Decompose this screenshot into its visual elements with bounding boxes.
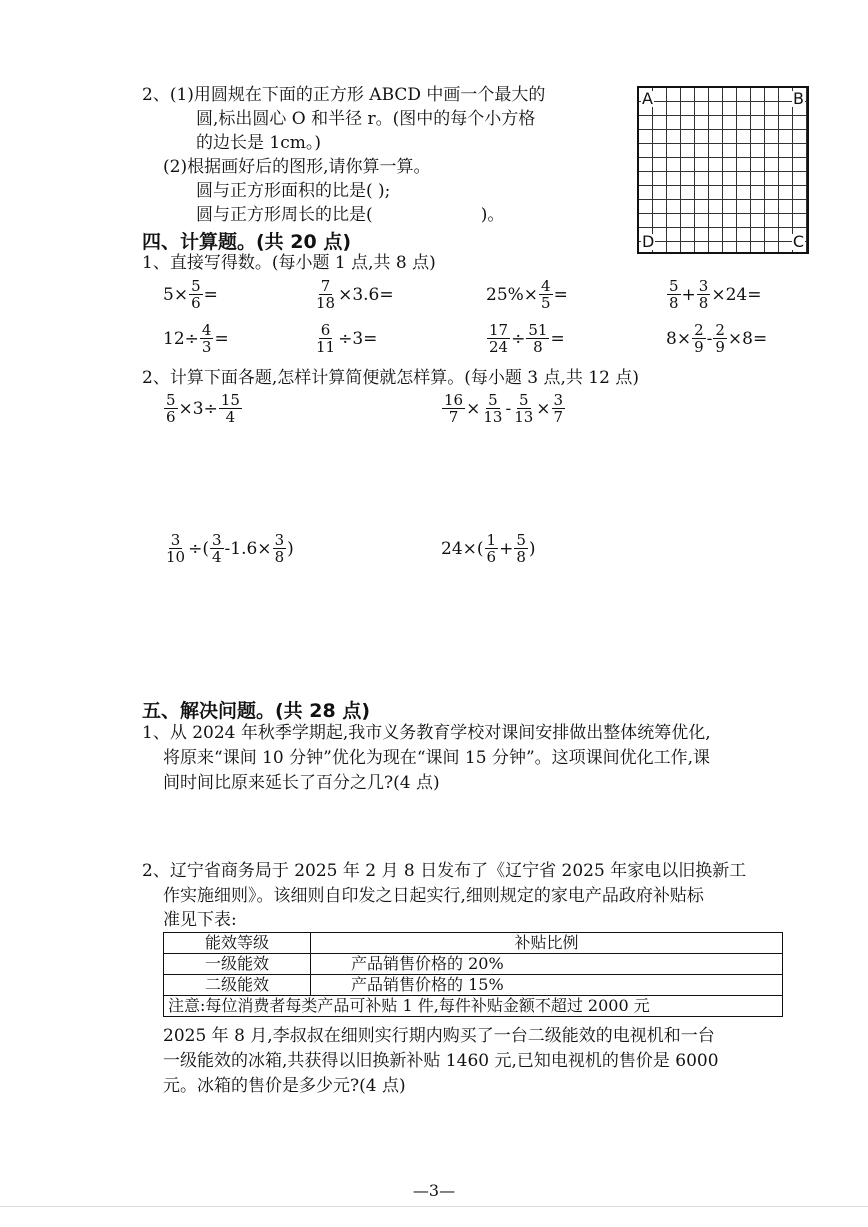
- fraction: $\frac{5}{13}$: [514, 391, 534, 426]
- calc-item-3: 25%× $\frac{4}{5}$ =: [486, 277, 568, 312]
- subsidy-table: [163, 932, 783, 1017]
- fraction: $\frac{6}{11}$: [316, 321, 336, 356]
- fraction: $\frac{5}{8}$: [669, 277, 679, 312]
- fraction: $\frac{3}{8}$: [274, 531, 285, 566]
- s5-q1-line-2: 将原来“课间 10 分钟”优化为现在“课间 15 分钟”。这项课间优化工作,课: [163, 748, 711, 768]
- square-grid-figure: [637, 86, 809, 254]
- calc-item-2: $\frac{7}{18}$ ×3.6=: [316, 277, 394, 312]
- problem-2: $\frac{16}{7}$ × $\frac{5}{13}$ - $\frac{5}{13}$ × $\frac{3}{7}$: [444, 391, 564, 426]
- section4-heading: 四、计算题。(共 20 点): [142, 231, 352, 253]
- fraction: $\frac{3}{4}$: [211, 531, 222, 566]
- section4-q1-title: 1、直接写得数。(每小题 1 点,共 8 点): [142, 253, 436, 273]
- page-number: —3—: [412, 1181, 456, 1200]
- fraction: $\frac{4}{3}$: [201, 321, 212, 356]
- corner-label-b: B: [793, 89, 804, 108]
- corner-label-d: D: [642, 232, 655, 251]
- q2-line-3: 的边长是 1cm。): [196, 133, 321, 153]
- problem-3: $\frac{3}{10}$ ÷( $\frac{3}{4}$ -1.6× $\frac{3}{8}$ ): [166, 531, 294, 566]
- fraction: $\frac{5}{8}$: [516, 531, 526, 566]
- fraction: $\frac{4}{5}$: [541, 277, 551, 312]
- corner-label-c: C: [792, 232, 804, 251]
- problem-4: 24×( $\frac{1}{6}$ + $\frac{5}{8}$ ): [441, 531, 536, 566]
- q2-line-4: (2)根据画好后的图形,请你算一算。: [163, 157, 431, 177]
- s5-q2-line-6: 元。冰箱的售价是多少元?(4 点): [163, 1076, 406, 1096]
- fraction: $\frac{5}{6}$: [166, 391, 176, 426]
- table-row: [164, 954, 783, 975]
- calc-item-4: $\frac{5}{8}$ + $\frac{3}{8}$ ×24=: [669, 277, 762, 312]
- fraction: $\frac{2}{9}$: [715, 321, 725, 356]
- problem-1: $\frac{5}{6}$ ×3÷ $\frac{15}{4}$: [166, 391, 240, 426]
- s5-q1-line-1: 1、从 2024 年秋季学期起,我市义务教育学校对课间安排做出整体统筹优化,: [142, 723, 711, 743]
- table-header-cell: 补贴比例: [311, 933, 783, 954]
- footer-divider: [0, 1206, 868, 1207]
- calc-item-7: $\frac{17}{24}$ ÷ $\frac{51}{8}$ =: [489, 321, 565, 356]
- table-note-row: [164, 996, 783, 1017]
- q2-line-1: 2、(1)用圆规在下面的正方形 ABCD 中画一个最大的: [142, 85, 546, 105]
- fraction: $\frac{7}{18}$: [316, 277, 336, 312]
- table-cell: 产品销售价格的 20%: [311, 954, 783, 975]
- table-cell: 产品销售价格的 15%: [311, 975, 783, 996]
- fraction: $\frac{3}{10}$: [166, 531, 186, 566]
- s5-q1-line-3: 间时间比原来延长了百分之几?(4 点): [163, 773, 440, 793]
- q2-line-5: 圆与正方形面积的比是( );: [196, 181, 391, 201]
- calc-item-1: 5× $\frac{5}{6}$ =: [163, 277, 218, 312]
- s5-q2-line-2: 作实施细则》。该细则自印发之日起实行,细则规定的家电产品政府补贴标: [163, 886, 704, 906]
- table-note: 注意:每位消费者每类产品可补贴 1 件,每件补贴金额不超过 2000 元: [164, 996, 783, 1017]
- s5-q2-line-1: 2、辽宁省商务局于 2025 年 2 月 8 日发布了《辽宁省 2025 年家电以旧换新工: [142, 861, 747, 881]
- fraction: $\frac{1}{6}$: [486, 531, 497, 566]
- s5-q2-line-5: 一级能效的冰箱,共获得以旧换新补贴 1460 元,已知电视机的售价是 6000: [163, 1051, 719, 1071]
- q2-line-6: 圆与正方形周长的比是( )。: [196, 205, 505, 225]
- fraction: $\frac{51}{8}$: [528, 321, 548, 356]
- fraction: $\frac{17}{24}$: [489, 321, 509, 356]
- fraction: $\frac{5}{13}$: [483, 391, 503, 426]
- table-cell: 二级能效: [164, 975, 311, 996]
- s5-q2-line-4: 2025 年 8 月,李叔叔在细则实行期内购买了一台二级能效的电视机和一台: [163, 1026, 715, 1046]
- calc-item-8: 8× $\frac{2}{9}$ - $\frac{2}{9}$ ×8=: [666, 321, 768, 356]
- fraction: $\frac{15}{4}$: [220, 391, 240, 426]
- section5-heading: 五、解决问题。(共 28 点): [142, 700, 371, 722]
- fraction: $\frac{2}{9}$: [694, 321, 704, 356]
- table-header-cell: 能效等级: [164, 933, 311, 954]
- section4-q2-title: 2、计算下面各题,怎样计算简便就怎样算。(每小题 3 点,共 12 点): [142, 368, 639, 388]
- s5-q2-line-3: 准见下表:: [163, 910, 237, 930]
- fraction: $\frac{16}{7}$: [444, 391, 464, 426]
- table-header-row: [164, 933, 783, 954]
- table-row: [164, 975, 783, 996]
- q2-line-2: 圆,标出圆心 O 和半径 r。(图中的每个小方格: [196, 109, 536, 129]
- calc-item-6: $\frac{6}{11}$ ÷3=: [316, 321, 378, 356]
- calc-item-5: 12÷ $\frac{4}{3}$ =: [163, 321, 229, 356]
- table-cell: 一级能效: [164, 954, 311, 975]
- fraction: $\frac{3}{8}$: [698, 277, 709, 312]
- fraction: $\frac{3}{7}$: [553, 391, 564, 426]
- corner-label-a: A: [642, 89, 653, 108]
- fraction: $\frac{5}{6}$: [191, 277, 201, 312]
